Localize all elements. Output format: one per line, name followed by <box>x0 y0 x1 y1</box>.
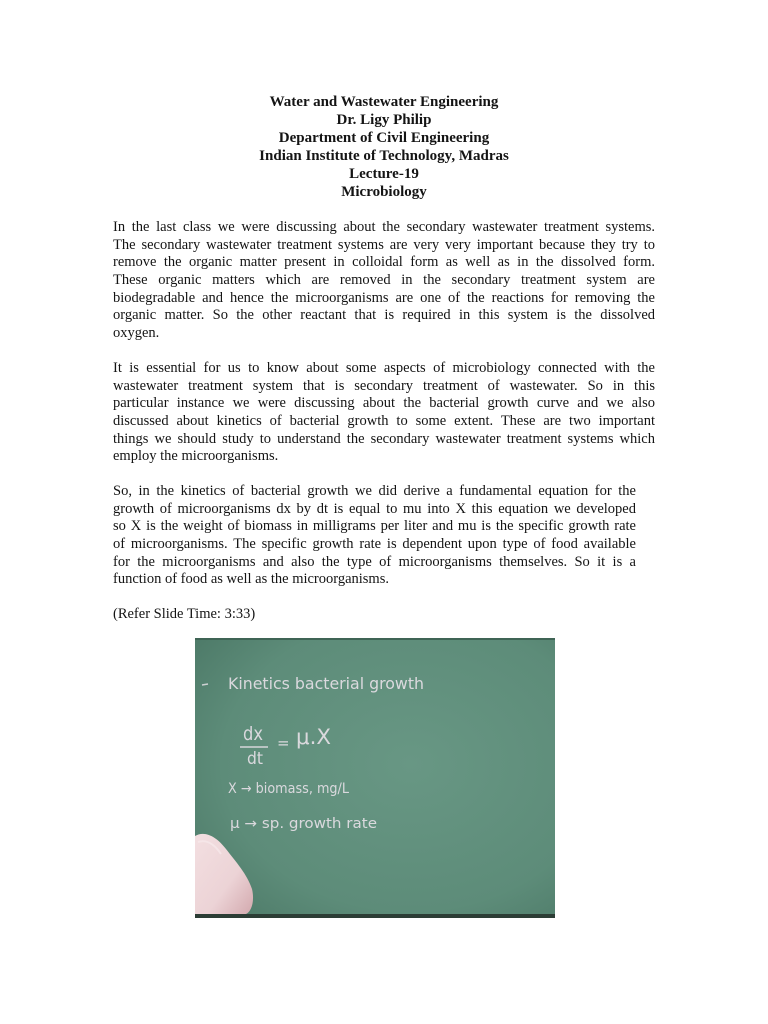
text-line: discussed about kinetics of bacterial growth to some extent. These are two important <box>113 413 655 430</box>
paragraph-2 <box>113 360 655 466</box>
instructor-name: Dr. Ligy Philip <box>336 112 432 128</box>
text-line: biodegradable and hence the microorganisms are one of the reactions for removing the <box>113 289 655 306</box>
chalk-note-biomass: X → biomass, mg/L <box>228 781 350 797</box>
text-line: So, in the kinetics of bacterial growth we did derive a fundamental equation for the <box>113 483 636 499</box>
document-header <box>0 93 768 201</box>
slide-time-reference: (Refer Slide Time: 3:33) <box>113 606 256 622</box>
text-line: function of food as well as the microorganisms. <box>113 571 389 588</box>
text-line: of microorganisms. The specific growth rate is dependent upon type of food available <box>113 536 636 553</box>
chalk-note-growth-rate: μ → sp. growth rate <box>230 816 377 832</box>
text-line: In the last class we were discussing about the secondary wastewater treatment systems. <box>113 219 655 235</box>
text-line: wastewater treatment system that is secondary treatment of wastewater. So in this <box>113 377 655 394</box>
slide-image <box>195 638 555 918</box>
text-line: organic matter. So the other reactant that is required in this system is the dissolved <box>113 307 655 324</box>
lecture-topic: Microbiology <box>341 184 427 200</box>
text-line: so X is the weight of biomass in milligrams per liter and mu is the specific growth rate <box>113 518 636 535</box>
paragraph-3 <box>113 483 636 589</box>
text-line: remove the organic matter present in colloidal form as well as in the dissolved form. <box>113 254 655 271</box>
text-line: These organic matters which are removed in the secondary treatment system are <box>113 272 655 289</box>
board-bottom-edge <box>195 914 555 918</box>
chalk-equation-numerator: dx <box>243 723 263 745</box>
department-name: Department of Civil Engineering <box>278 130 490 146</box>
lecture-number: Lecture-19 <box>349 166 419 182</box>
chalk-equation-denominator: dt <box>247 749 264 769</box>
text-line: employ the microorganisms. <box>113 448 279 465</box>
course-title: Water and Wastewater Engineering <box>269 94 499 110</box>
chalk-equation-rhs: μ.X <box>296 725 331 749</box>
chalk-equation-equals: = <box>277 734 290 752</box>
board-top-edge <box>195 638 555 640</box>
text-line: for the microorganisms and also the type of microorganisms themselves. So it is a <box>113 553 636 570</box>
text-line: growth of microorganisms dx by dt is equal to mu into X this equation we developed <box>113 500 636 517</box>
institute-name: Indian Institute of Technology, Madras <box>259 148 509 164</box>
text-line: It is essential for us to know about some aspects of microbiology connected with the <box>113 360 655 376</box>
chalk-title: Kinetics bacterial growth <box>228 674 424 693</box>
text-line: particular instance we were discussing about the bacterial growth curve and we also <box>113 395 655 412</box>
text-line: things we should study to understand the secondary wastewater treatment systems which <box>113 430 655 447</box>
paragraph-1 <box>113 219 655 343</box>
text-line: The secondary wastewater treatment systems are very very important because they try to <box>113 236 655 253</box>
text-line: oxygen. <box>113 325 160 342</box>
chalkboard-figure <box>195 638 555 918</box>
chalk-dash <box>202 684 208 685</box>
